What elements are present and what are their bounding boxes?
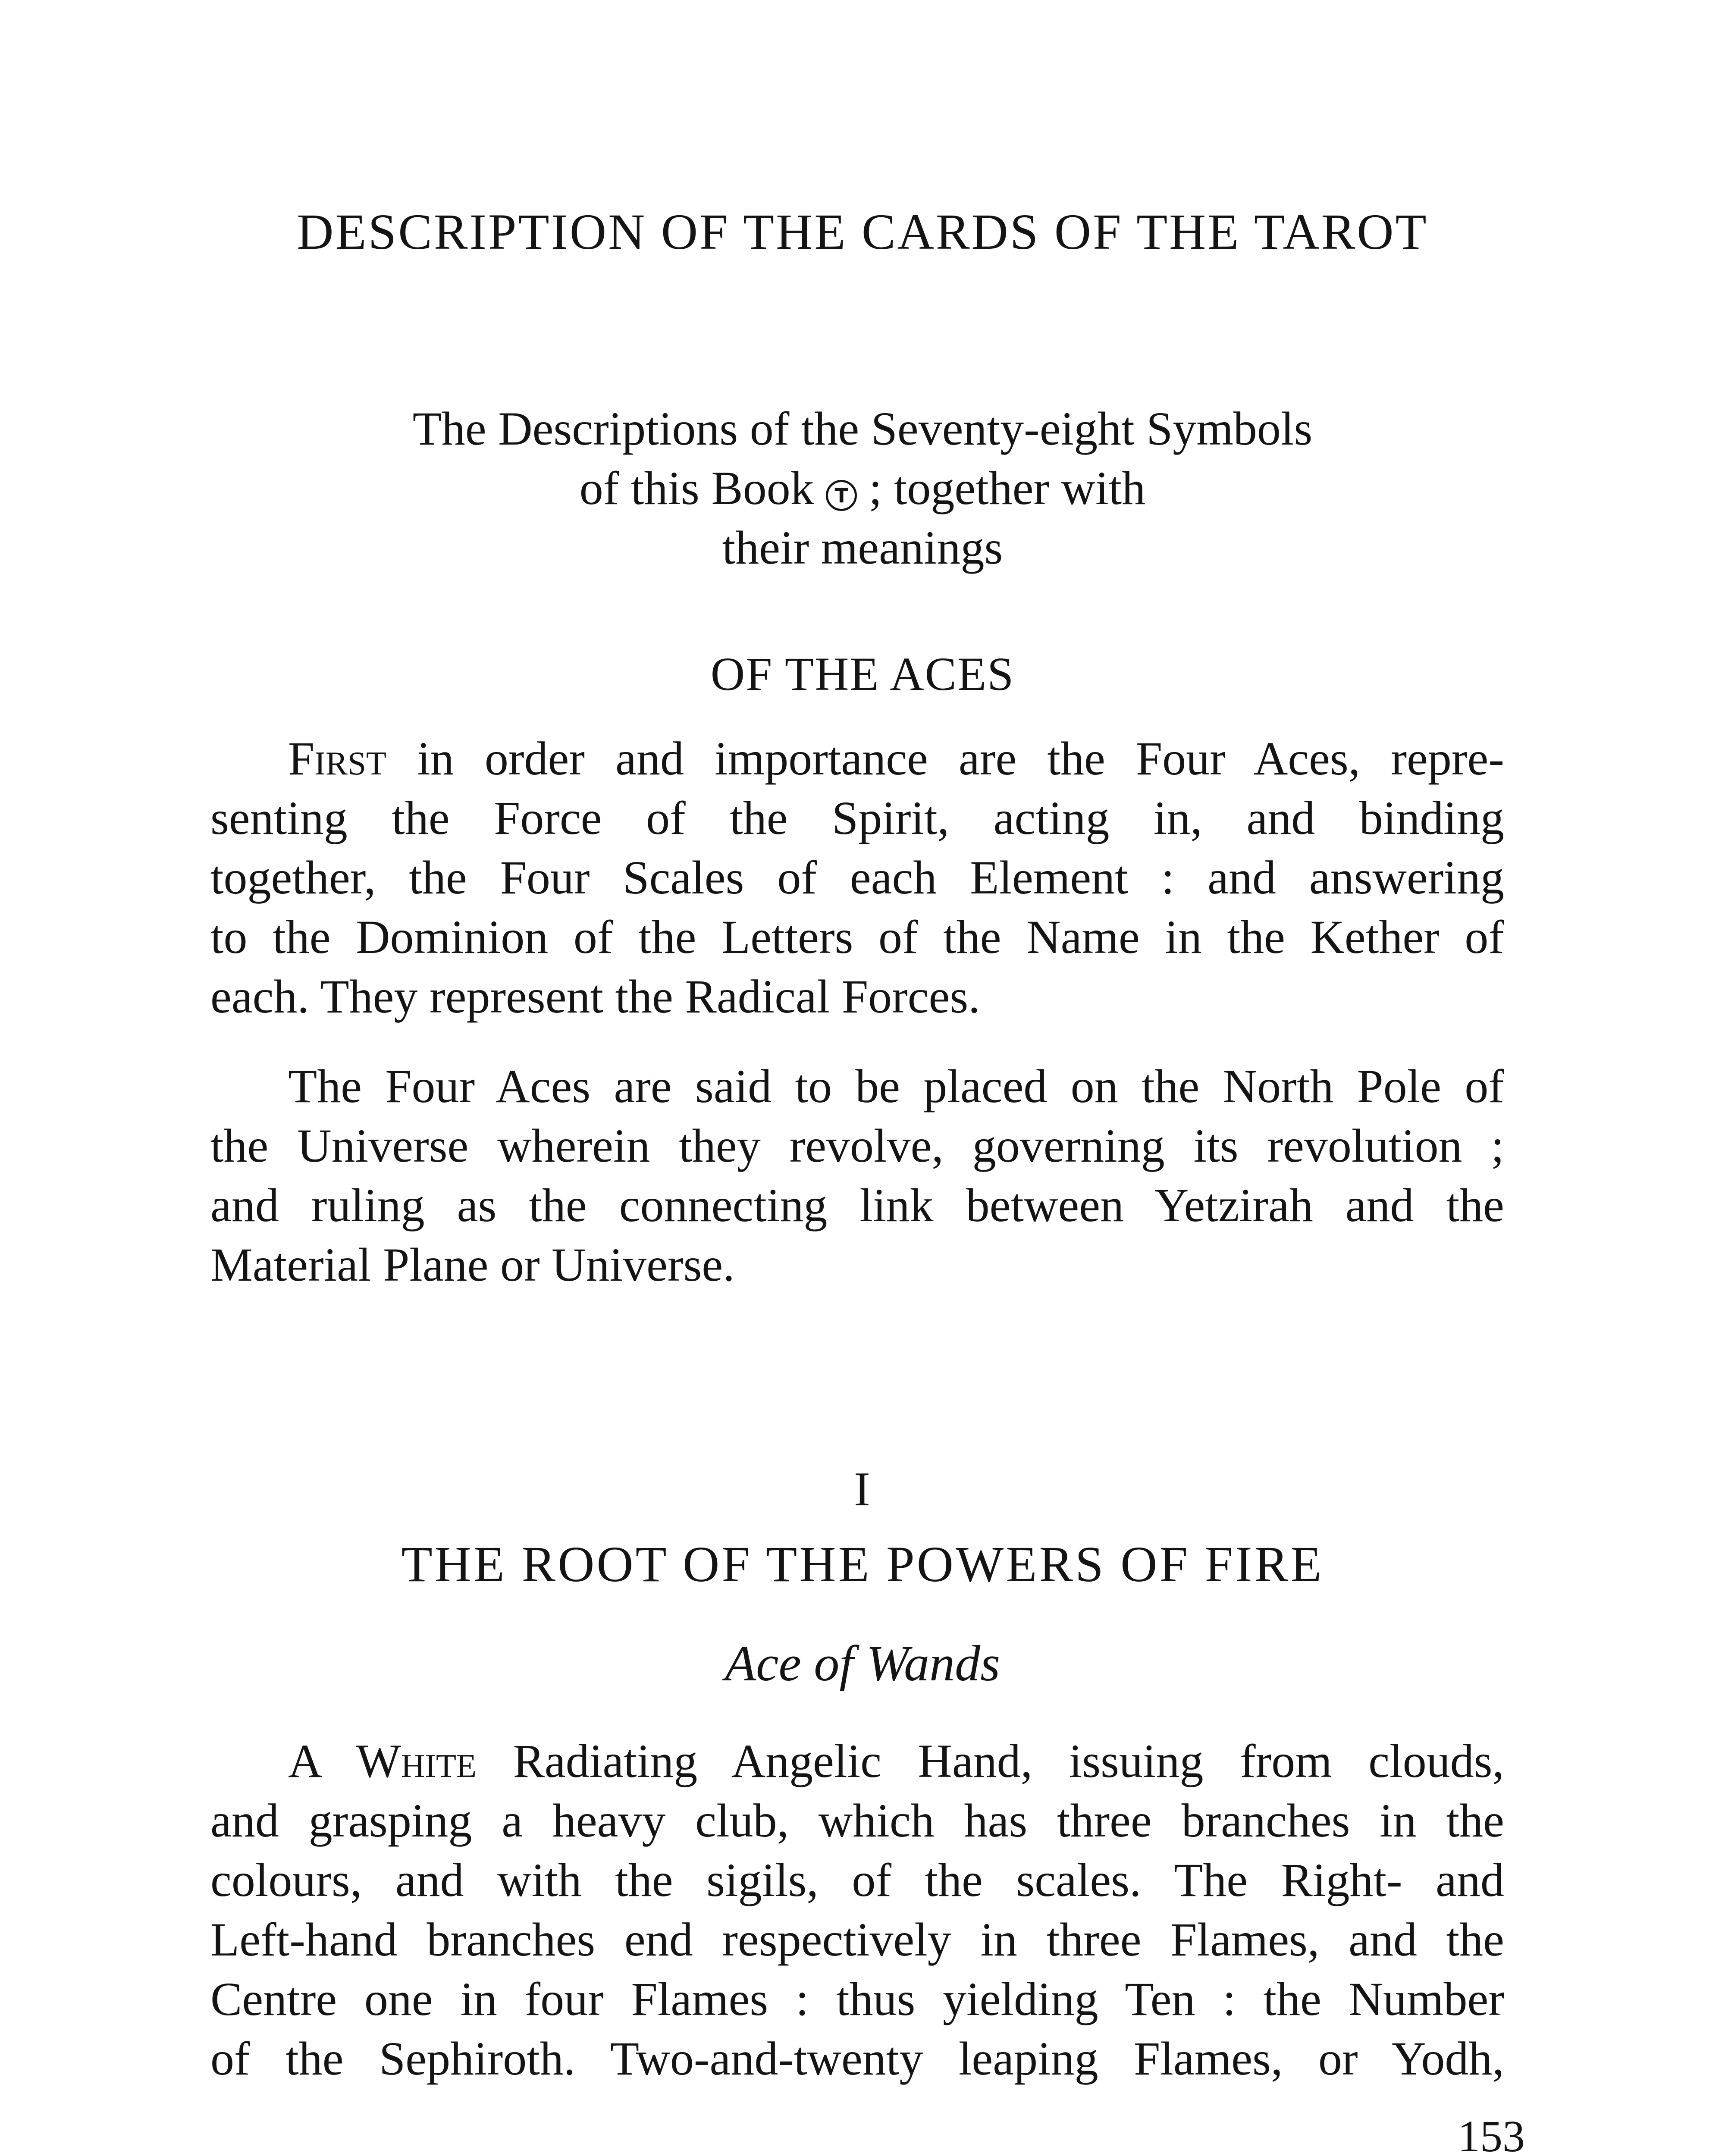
page-number: 153 [1458, 2112, 1525, 2156]
paragraph-line: colours, and with the sigils, of the scales. The Right- and [210, 1854, 1504, 1906]
paragraph-line: and ruling as the connecting link between Yetzirah and the [210, 1179, 1504, 1232]
paragraph-line: together, the Four Scales of each Element : and answering [210, 851, 1504, 904]
paragraph-line: The Four Aces are said to be placed on the North Pole of [288, 1060, 1504, 1112]
paragraph-line: A White Radiating Angelic Hand, issuing from clouds, [288, 1735, 1504, 1787]
subtitle-line-1: The Descriptions of the Seventy-eight Symbols [412, 402, 1313, 455]
subtitle-line-2-start: of this Book [579, 462, 814, 514]
circled-t-icon: T [826, 480, 857, 511]
lead-word: White [356, 1735, 477, 1787]
card-description-paragraph [210, 1731, 1504, 2088]
paragraph-line: Material Plane or Universe. [210, 1238, 735, 1291]
paragraph-line: senting the Force of the Spirit, acting in, and binding [210, 792, 1504, 844]
paragraph-line: the Universe wherein they revolve, governing its revolution ; [210, 1119, 1504, 1172]
paragraph-line: Centre one in four Flames : thus yielding Ten : the Number [210, 1973, 1504, 2025]
subtitle-line-3: their meanings [722, 521, 1003, 574]
subtitle-block [0, 399, 1725, 577]
section-title: THE ROOT OF THE POWERS OF FIRE [401, 1536, 1324, 1592]
paragraph-line: of the Sephiroth. Two-and-twenty leaping Flames, or Yodh, [210, 2032, 1504, 2085]
paragraph-line: Left-hand branches end respectively in three Flames, and the [210, 1913, 1504, 1966]
paragraph-line: First in order and importance are the Four Aces, repre- [288, 732, 1504, 785]
card-title: Ace of Wands [725, 1635, 1000, 1692]
pole-paragraph [210, 1056, 1504, 1294]
section-number: I [854, 1463, 871, 1516]
paragraph-line: to the Dominion of the Letters of the Name in the Kether of [210, 911, 1504, 963]
paragraph-line: and grasping a heavy club, which has three branches in the [210, 1794, 1504, 1847]
subtitle-line-2 [0, 458, 1725, 518]
running-head: DESCRIPTION OF THE CARDS OF THE TAROT [297, 204, 1428, 260]
subtitle-line-2-end: ; together with [869, 462, 1146, 514]
paragraph-line: each. They represent the Radical Forces. [210, 970, 980, 1023]
aces-heading: OF THE ACES [710, 648, 1015, 700]
lead-word: First [288, 732, 387, 785]
intro-paragraph [210, 729, 1504, 1026]
